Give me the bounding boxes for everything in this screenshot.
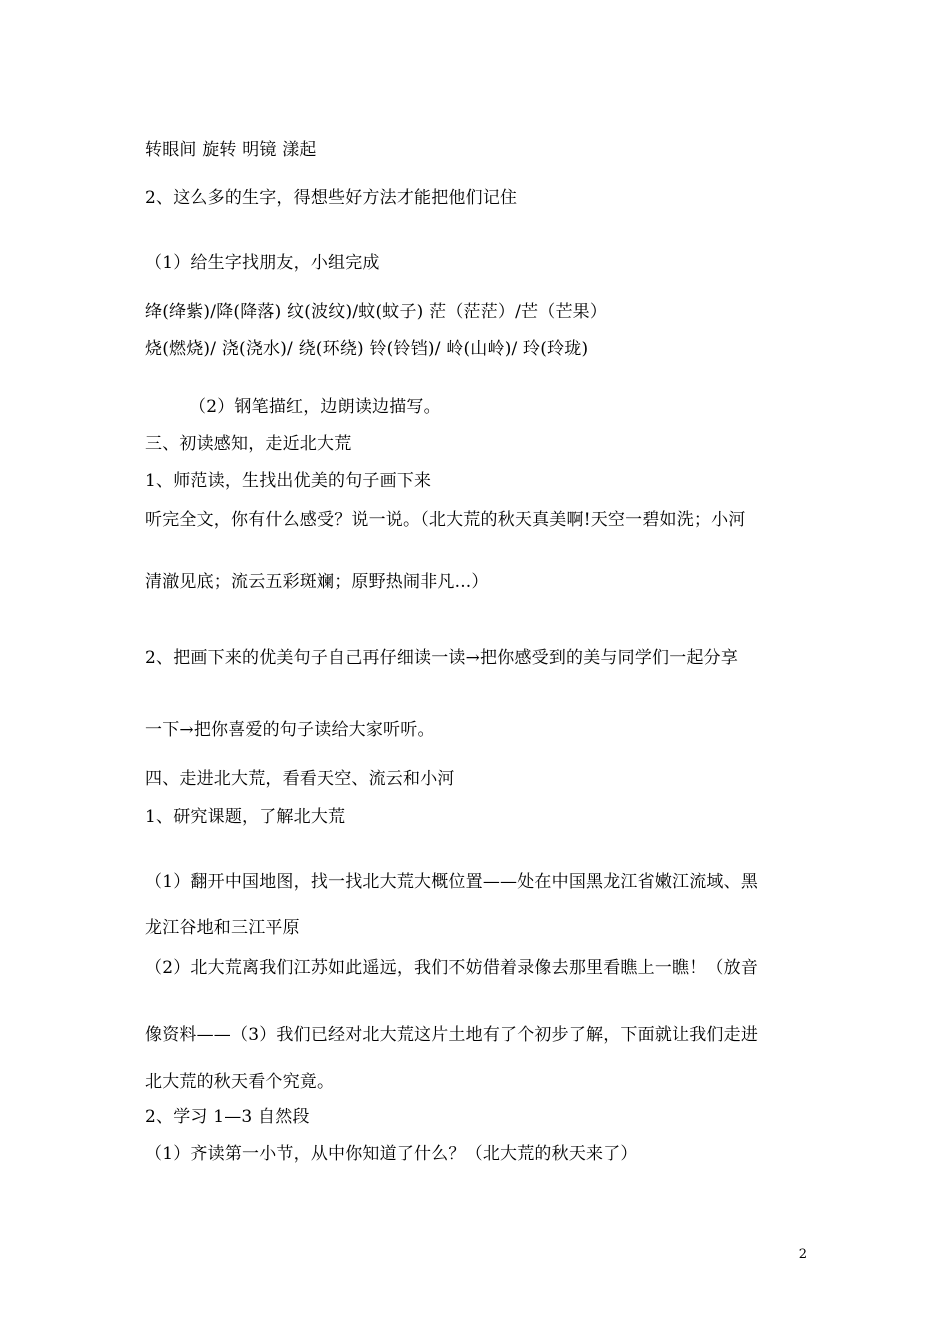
paragraph-line: （1）齐读第一小节，从中你知道了什么？（北大荒的秋天来了） xyxy=(145,1144,638,1164)
paragraph-line: 一下→把你喜爱的句子读给大家听听。 xyxy=(145,720,435,740)
section-3-step-1: 1、师范读，生找出优美的句子画下来 xyxy=(145,471,432,491)
substep-2: （2）钢笔描红，边朗读边描写。 xyxy=(189,397,441,417)
paragraph-line: 听完全文，你有什么感受？说一说。（北大荒的秋天真美啊!天空一碧如洗；小河 xyxy=(145,510,746,530)
paragraph-line: 龙江谷地和三江平原 xyxy=(145,918,300,938)
substep-1: （1）给生字找朋友，小组完成 xyxy=(145,253,380,273)
paragraph-line: （2）北大荒离我们江苏如此遥远，我们不妨借着录像去那里看瞧上一瞧！（放音 xyxy=(145,958,759,978)
section-4-heading: 四、走进北大荒，看看天空、流云和小河 xyxy=(145,769,455,789)
page-number: 2 xyxy=(798,1247,807,1262)
section-3-heading: 三、初读感知，走近北大荒 xyxy=(145,434,352,454)
section-4-step-2: 2、学习 1—3 自然段 xyxy=(145,1107,310,1127)
paragraph-line: 像资料——（3）我们已经对北大荒这片土地有了个初步了解，下面就让我们走进 xyxy=(145,1025,759,1045)
character-pairs-line-1: 绛(绛紫)/降(降落) 纹(波纹)/蚊(蚊子) 茫（茫茫）/芒（芒果） xyxy=(145,302,608,322)
step-2-heading: 2、这么多的生字，得想些好方法才能把他们记住 xyxy=(145,188,518,208)
paragraph-line: 清澈见底；流云五彩斑斓；原野热闹非凡...） xyxy=(145,572,489,592)
paragraph-line: （1）翻开中国地图，找一找北大荒大概位置——处在中国黑龙江省嫩江流域、黑 xyxy=(145,872,759,892)
section-4-step-1: 1、研究课题，了解北大荒 xyxy=(145,807,346,827)
character-pairs-line-2: 烧(燃烧)/ 浇(浇水)/ 绕(环绕) 铃(铃铛)/ 岭(山岭)/ 玲(玲珑) xyxy=(145,339,589,359)
paragraph-line: 北大荒的秋天看个究竟。 xyxy=(145,1072,335,1092)
vocab-line: 转眼间 旋转 明镜 漾起 xyxy=(145,140,317,160)
section-3-step-2: 2、把画下来的优美句子自己再仔细读一读→把你感受到的美与同学们一起分享 xyxy=(145,648,739,668)
